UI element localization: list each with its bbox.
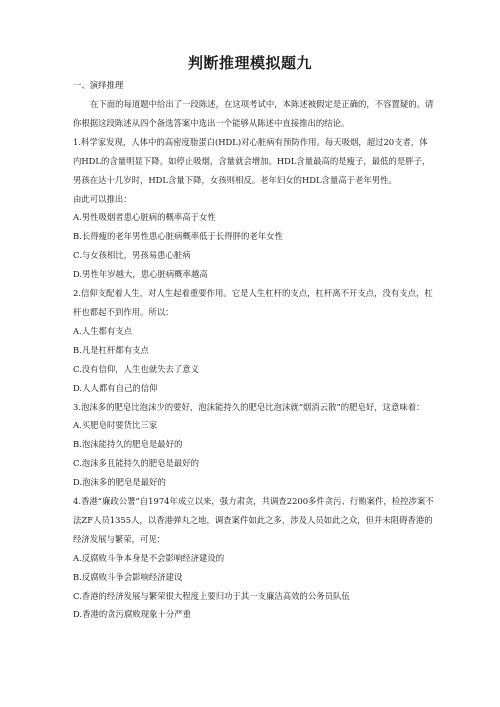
- question-2-option-d: D.人人都有自己的信仰: [73, 382, 158, 393]
- instructions-paragraph: 在下面的每道题中给出了一段陈述，在这项考试中，本陈述被假定是正确的，不容置疑的。请你根据这段陈述从四个备选答案中选出一个能够从陈述中直接推出的结论。: [73, 99, 434, 128]
- question-1-option-c: C.与女孩相比，男孩易患心脏病: [73, 250, 191, 261]
- question-4-option-b: B.反腐败斗争会影响经济建设: [73, 571, 183, 582]
- question-3-stem: 3.泡沫多的肥皂比泡沫少的要好，泡沫能持久的肥皂比泡沫就“烟消云散”的肥皂好，这意味着：: [73, 401, 425, 412]
- question-3-option-b: B.泡沫能持久的肥皂是最好的: [73, 439, 183, 450]
- question-3-option-d: D.泡沫多的肥皂是最好的: [73, 477, 166, 488]
- question-1-lead: 由此可以推出：: [73, 193, 132, 204]
- question-4-option-a: A.反腐败斗争本身是不会影响经济建设的: [73, 552, 225, 563]
- question-4-option-c: C.香港的经济发展与繁荣很大程度上要归功于其一支廉洁高效的公务员队伍: [73, 590, 350, 601]
- question-4-option-d: D.香港的贪污腐败现象十分严重: [73, 609, 191, 620]
- question-2-option-a: A.人生都有支点: [73, 325, 132, 336]
- question-2-option-c: C.没有信仰，人生也就失去了意义: [73, 363, 200, 374]
- section-heading: 一、演绎推理: [73, 80, 124, 90]
- question-2-option-b: B.凡是杠杆都有支点: [73, 344, 149, 355]
- question-1-stem: 1.科学家发现，人体中的高密度脂蛋白(HDL)对心脏病有预防作用。每天吸烟，超过20支者，体内HDL的含量明显下降。如停止吸烟，含量就会增加。HDL含量最高的是瘦子，最低的是胖子，男孩在达十几岁时，HDL含量下降，女孩则相反。老年妇女的HDL含量高于老年男性。: [73, 136, 431, 185]
- question-1-option-d: D.男性年岁越大，患心脏病概率越高: [73, 269, 208, 280]
- document-body: [73, 95, 435, 624]
- question-3-option-c: C.泡沫多且能持久的肥皂是最好的: [73, 458, 200, 469]
- question-2-stem: 2.信仰支配着人生，对人生起着重要作用。它是人生杠杆的支点，杠杆离不开支点，没有支点，杠杆也都起不到作用。所以：: [73, 288, 433, 317]
- question-1-option-b: B.长得瘦的老年男性患心脏病概率低于长得胖的老年女性: [73, 231, 283, 242]
- page-title: 判断推理模拟题九: [187, 54, 312, 72]
- question-4-stem: 4.香港“廉政公署”自1974年成立以来，强力肃贪，共调查2200多件贪污、行贿案件，检控涉案不法ZF人员1355人，以香港弹丸之地，调查案件如此之多，涉及人员如此之众，但并未阻碍香港的经济发展与繁荣，可见：: [73, 496, 434, 544]
- question-1-option-a: A.男性吸烟者患心脏病的概率高于女性: [73, 212, 216, 223]
- question-3-option-a: A.买肥皂时要货比三家: [73, 420, 158, 431]
